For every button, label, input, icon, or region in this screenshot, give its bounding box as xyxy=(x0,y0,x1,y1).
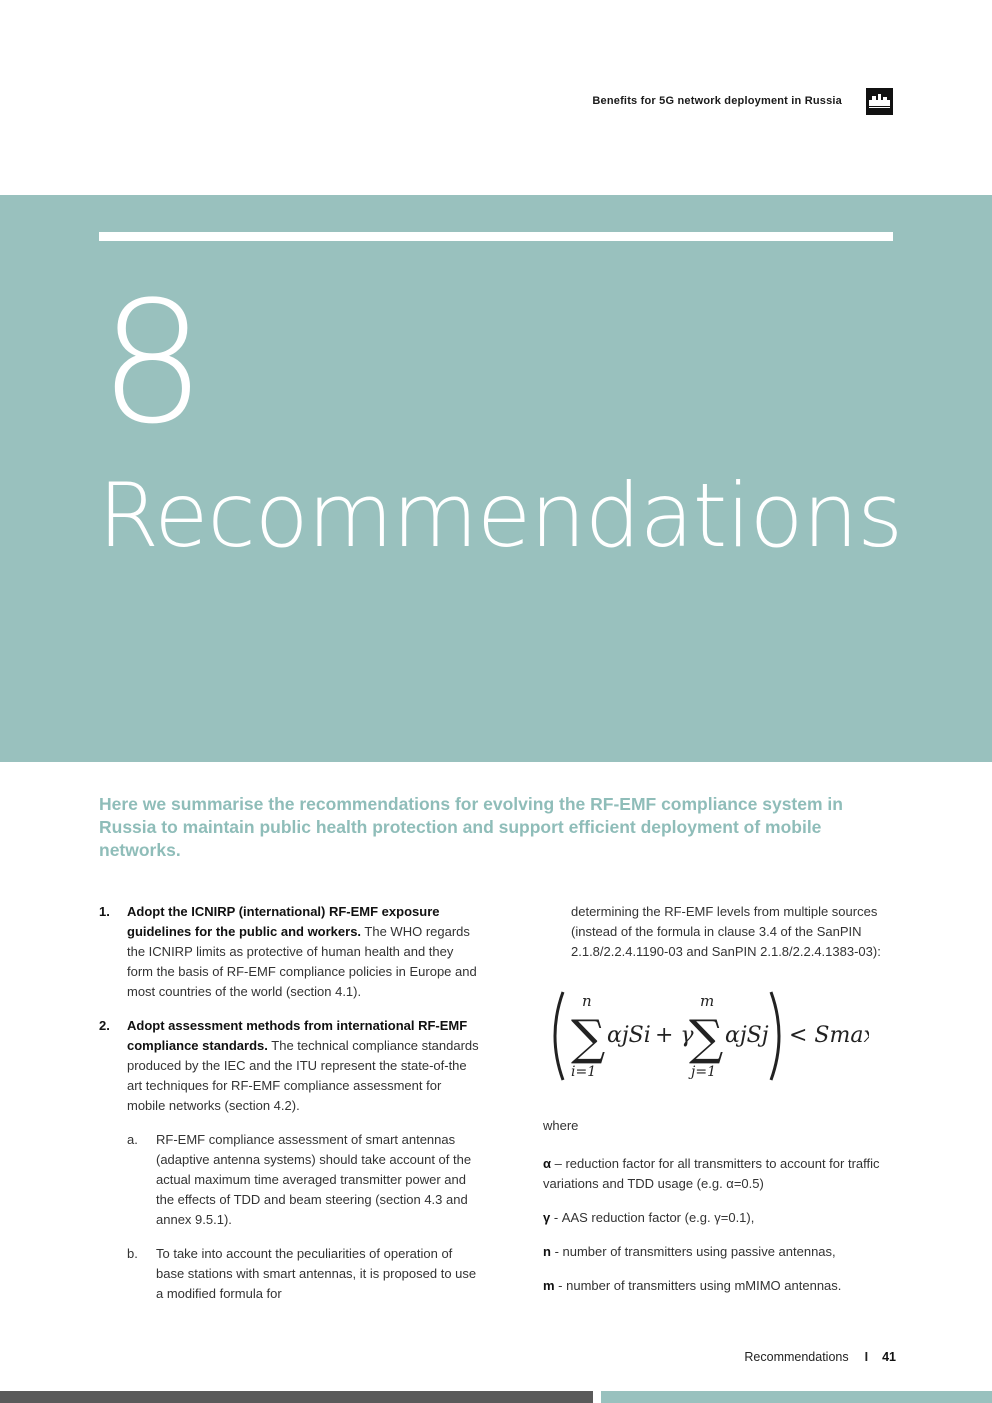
definition-text: - AAS reduction factor (e.g. γ=0.1), xyxy=(550,1210,755,1225)
banner-divider xyxy=(99,232,893,241)
footer-bar-dark xyxy=(0,1391,593,1403)
item-heading: Adopt the ICNIRP (international) RF-EMF exposure guidelines for the public and workers. xyxy=(127,904,440,939)
item-heading: Adopt assessment methods from international RF-EMF compliance standards. xyxy=(127,1018,468,1053)
chapter-banner xyxy=(0,195,992,762)
left-column xyxy=(99,902,479,1318)
where-label: where xyxy=(543,1118,579,1133)
item-text: The technical compliance standards produced by the IEC and the ITU represent the state-of-the art techniques for RF-EMF compliance assessment for mobile networks (section 4.2). xyxy=(127,1038,479,1113)
term1: αjSi xyxy=(607,1023,651,1048)
running-header-title: Benefits for 5G network deployment in Russia xyxy=(592,95,842,107)
chapter-title: Recommendations xyxy=(98,464,903,567)
definition xyxy=(543,1242,893,1262)
sum1-lower: i=1 xyxy=(571,1064,597,1080)
definition xyxy=(543,1208,893,1228)
definition-symbol: α xyxy=(543,1156,551,1171)
sum2-lower: j=1 xyxy=(691,1064,716,1080)
definition-symbol: n xyxy=(543,1244,551,1259)
sum-symbol-2: ∑ xyxy=(689,1010,724,1066)
recommendation-item xyxy=(99,1016,479,1116)
sub-item-letter: b. xyxy=(127,1246,138,1261)
footer-section: Recommendations xyxy=(744,1350,849,1364)
formula-rhs: < Smax xyxy=(789,1023,869,1048)
definition xyxy=(543,1276,893,1296)
right-column xyxy=(543,902,893,1310)
continued-text: determining the RF-EMF levels from multiple sources (instead of the formula in clause 3.4 of the SanPIN 2.1.8/2.2.4.1190-03 and SanPIN 2.1.8/2.2.4.1383-03): xyxy=(571,904,881,959)
recommendation-item xyxy=(99,902,479,1002)
footer-bar-teal xyxy=(601,1391,992,1403)
definition-text: - number of transmitters using passive antennas, xyxy=(550,1244,836,1259)
definition-text: - number of transmitters using mMIMO antennas. xyxy=(554,1278,842,1293)
item-number: 2. xyxy=(99,1018,110,1033)
item-text: The WHO regards the ICNIRP limits as protective of human health and they form the basis of RF-EMF compliance policies in Europe and most countries of the world (section 4.1). xyxy=(127,924,477,999)
sub-item xyxy=(99,1130,479,1230)
definition-symbol: m xyxy=(543,1278,555,1293)
page-number: 41 xyxy=(882,1350,896,1364)
definition-text: – reduction factor for all transmitters to account for traffic variations and TDD usage (e.g. α=0.5) xyxy=(543,1156,880,1191)
sub-item-text: RF-EMF compliance assessment of smart antennas (adaptive antenna systems) should take account of the actual maximum time averaged transmitter power and the effects of TDD and beam steering (section 4.3 and annex 9.5.1). xyxy=(156,1132,472,1227)
sum-symbol-1: ∑ xyxy=(571,1010,606,1066)
sum1-upper: n xyxy=(582,992,592,1010)
definition-symbol: γ xyxy=(543,1210,551,1225)
page-footer xyxy=(600,1350,896,1364)
item-number: 1. xyxy=(99,904,110,919)
intro-paragraph: Here we summarise the recommendations for evolving the RF-EMF compliance system in Russia to maintain public health protection and support efficient deployment of mobile networks. xyxy=(99,794,843,860)
sub-item-letter: a. xyxy=(127,1132,138,1147)
chapter-number: 8 xyxy=(99,265,202,461)
rf-emf-formula xyxy=(549,986,869,1086)
gsma-logo-icon xyxy=(866,88,893,115)
footer-separator: I xyxy=(864,1350,869,1364)
sub-item-text: To take into account the peculiarities of operation of base stations with smart antennas, it is proposed to use a modified formula for xyxy=(156,1246,477,1301)
plus-gamma: + γ xyxy=(655,1023,694,1048)
definition xyxy=(543,1154,893,1194)
sum2-upper: m xyxy=(700,992,715,1010)
sub-item xyxy=(99,1244,479,1304)
term2: αjSj xyxy=(725,1023,769,1048)
